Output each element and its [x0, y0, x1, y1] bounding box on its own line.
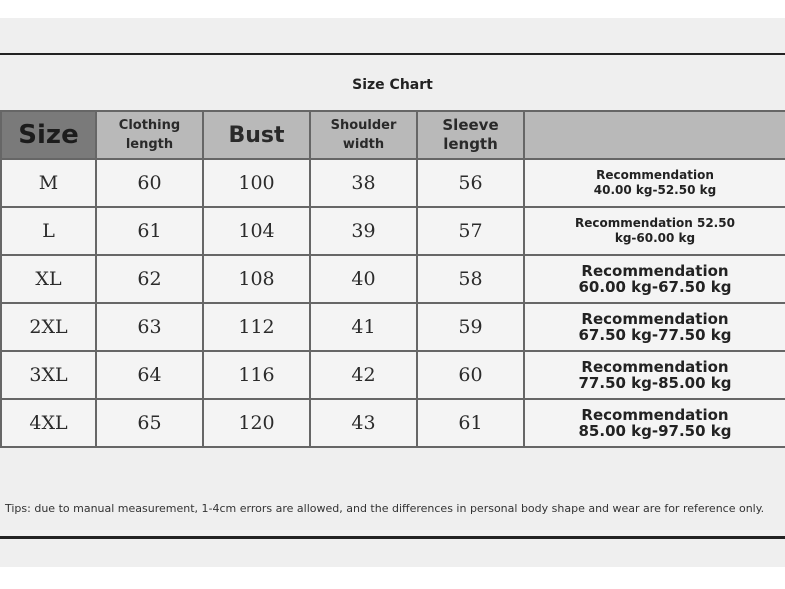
- cell-sleeve-length: 61: [417, 399, 524, 447]
- header-sleeve-length: [417, 111, 524, 159]
- cell-shoulder-width: 41: [310, 303, 417, 351]
- bottom-divider: [0, 536, 785, 539]
- recommendation-line2: 77.50 kg-85.00 kg: [578, 374, 732, 392]
- tips-note: Tips: due to manual measurement, 1-4cm errors are allowed, and the differences in personal body shape and wear are for reference only.: [5, 502, 765, 515]
- recommendation-line1: Recommendation: [581, 358, 729, 376]
- cell-sleeve-length: 58: [417, 255, 524, 303]
- cell-recommendation: [524, 351, 785, 399]
- cell-bust: 116: [203, 351, 310, 399]
- header-shoulder-width-line2: width: [342, 137, 385, 152]
- cell-recommendation: [524, 207, 785, 255]
- cell-bust: 104: [203, 207, 310, 255]
- recommendation-line1: Recommendation: [581, 406, 729, 424]
- header-shoulder-width-line1: Shoulder: [330, 118, 397, 133]
- top-divider: [0, 53, 785, 55]
- cell-shoulder-width: 43: [310, 399, 417, 447]
- recommendation-line1: Recommendation: [581, 310, 729, 328]
- cell-sleeve-length: 56: [417, 159, 524, 207]
- chart-title: Size Chart: [352, 77, 433, 93]
- cell-bust: 120: [203, 399, 310, 447]
- header-size: Size: [1, 111, 96, 159]
- size-table: [0, 110, 785, 448]
- recommendation-line2: 40.00 kg-52.50 kg: [593, 183, 717, 197]
- recommendation-line1: Recommendation: [581, 262, 729, 280]
- recommendation-line2: 60.00 kg-67.50 kg: [578, 278, 732, 296]
- cell-size: 3XL: [1, 351, 96, 399]
- header-clothing-length-line2: length: [125, 137, 174, 152]
- cell-size: 2XL: [1, 303, 96, 351]
- cell-clothing-length: 62: [96, 255, 203, 303]
- cell-recommendation: [524, 255, 785, 303]
- table-row: [1, 351, 785, 399]
- cell-clothing-length: 65: [96, 399, 203, 447]
- header-clothing-length-line1: Clothing: [118, 118, 181, 133]
- cell-recommendation: [524, 399, 785, 447]
- cell-size: 4XL: [1, 399, 96, 447]
- header-bust: Bust: [203, 111, 310, 159]
- cell-recommendation: [524, 303, 785, 351]
- recommendation-line1: Recommendation 52.50: [575, 216, 735, 230]
- recommendation-line2: 67.50 kg-77.50 kg: [578, 326, 732, 344]
- header-recommendation: [524, 111, 785, 159]
- table-row: [1, 255, 785, 303]
- cell-sleeve-length: 60: [417, 351, 524, 399]
- table-header-row: [1, 111, 785, 159]
- cell-bust: 112: [203, 303, 310, 351]
- header-sleeve-length-line1: Sleeve: [442, 116, 499, 134]
- cell-size: XL: [1, 255, 96, 303]
- header-shoulder-width: [310, 111, 417, 159]
- cell-size: M: [1, 159, 96, 207]
- cell-bust: 108: [203, 255, 310, 303]
- cell-shoulder-width: 40: [310, 255, 417, 303]
- table-row: [1, 207, 785, 255]
- recommendation-line1: Recommendation: [596, 168, 714, 182]
- header-sleeve-length-line2: length: [443, 135, 498, 153]
- table-row: [1, 159, 785, 207]
- table-row: [1, 303, 785, 351]
- cell-shoulder-width: 42: [310, 351, 417, 399]
- cell-size: L: [1, 207, 96, 255]
- cell-clothing-length: 64: [96, 351, 203, 399]
- cell-sleeve-length: 57: [417, 207, 524, 255]
- cell-clothing-length: 61: [96, 207, 203, 255]
- cell-shoulder-width: 39: [310, 207, 417, 255]
- header-clothing-length: [96, 111, 203, 159]
- recommendation-line2: kg-60.00 kg: [614, 231, 696, 245]
- cell-recommendation: [524, 159, 785, 207]
- recommendation-line2: 85.00 kg-97.50 kg: [578, 422, 732, 440]
- cell-clothing-length: 60: [96, 159, 203, 207]
- cell-bust: 100: [203, 159, 310, 207]
- cell-shoulder-width: 38: [310, 159, 417, 207]
- cell-sleeve-length: 59: [417, 303, 524, 351]
- cell-clothing-length: 63: [96, 303, 203, 351]
- table-row: [1, 399, 785, 447]
